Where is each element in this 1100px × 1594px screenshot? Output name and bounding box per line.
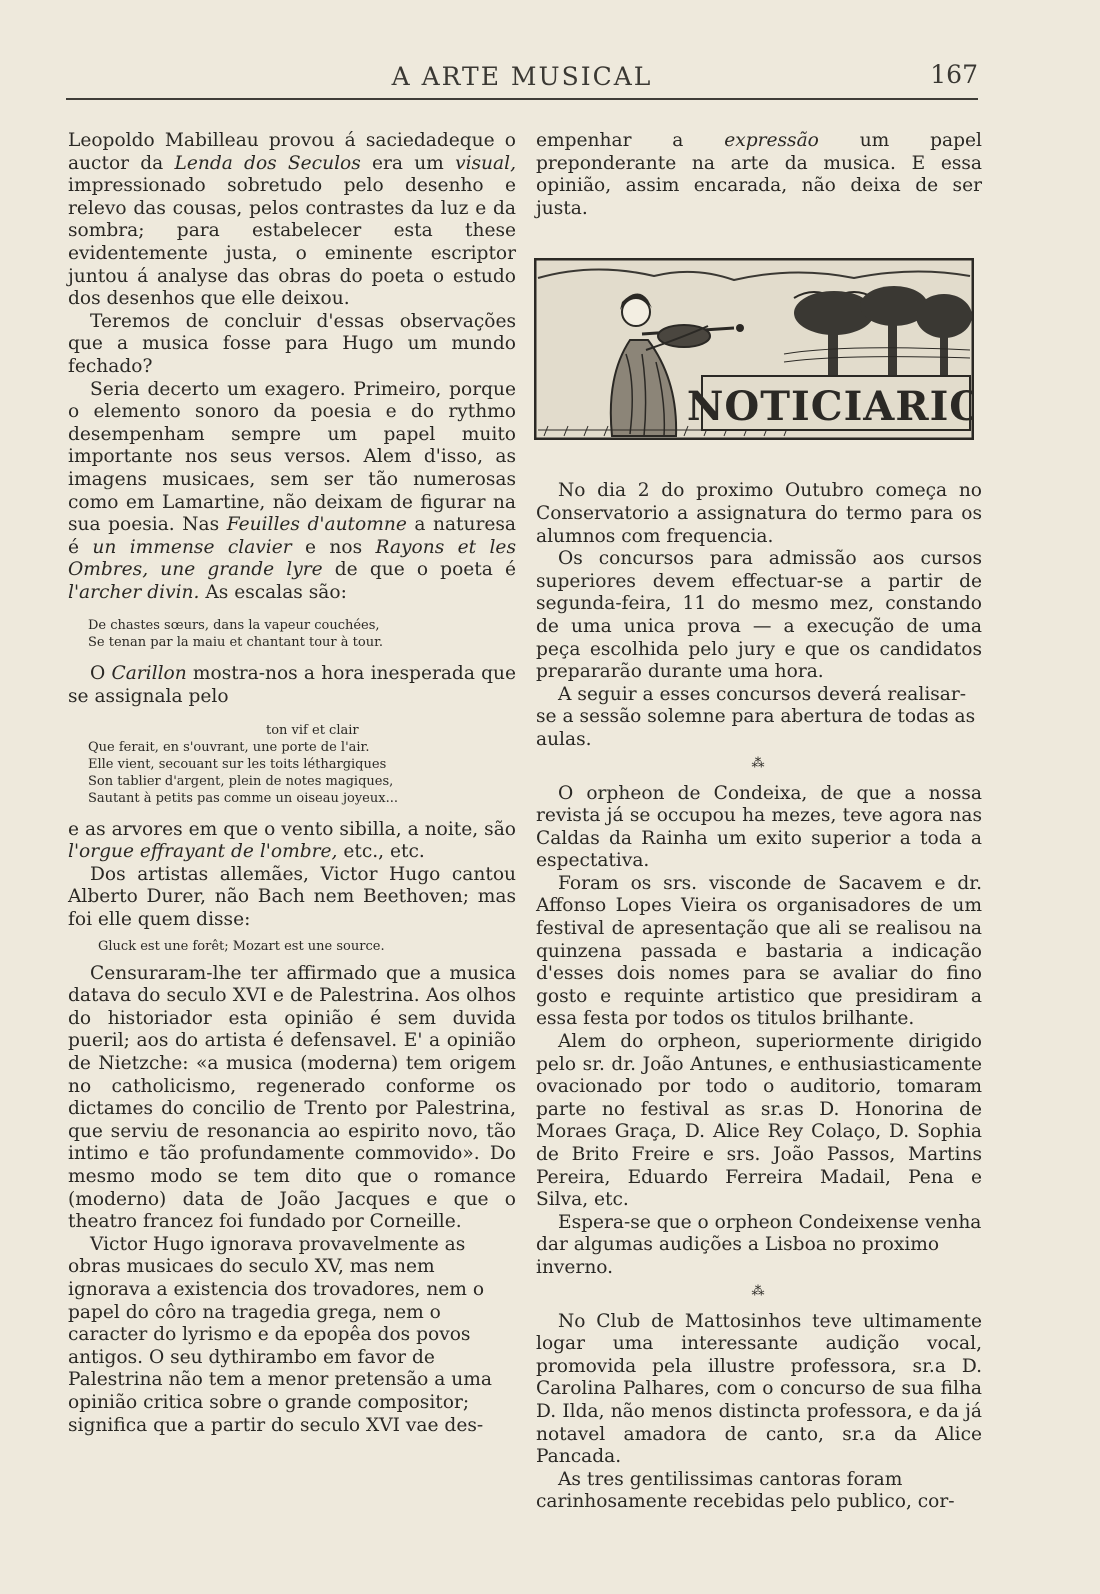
paragraph: Foram os srs. visconde de Sacavem e dr. Affonso Lopes Vieira os organisadores de um festival de apresentação que ali se realisou na quinzena passada e bastaria a indicação d'esses dois nomes para se avaliar do fino gosto e requinte artistico que presidiram a essa festa por todos os titulos brilhante.: [536, 872, 982, 1030]
header-rule: [66, 98, 978, 100]
noticiario-illustration: [534, 258, 974, 440]
paragraph: e as arvores em que o vento sibilla, a noite, são l'orgue effrayant de l'ombre, etc., etc.: [68, 818, 516, 863]
running-title: A ARTE MUSICAL: [391, 62, 653, 91]
page-header: [66, 56, 978, 100]
verse-line: Elle vient, secouant sur les toits léthargiques: [88, 756, 387, 772]
verse-line: ton vif et clair: [266, 722, 359, 738]
paragraph: Dos artistas allemães, Victor Hugo cantou Alberto Durer, não Bach nem Beethoven; mas foi elle quem disse:: [68, 863, 516, 931]
paragraph: Teremos de concluir d'essas observações que a musica fosse para Hugo um mundo fechado?: [68, 310, 516, 377]
paragraph: empenhar a expressão um papel preponderante na arte da musica. E essa opinião, assim encarada, não deixa de ser justa.: [536, 130, 982, 219]
verse-line: Gluck est une forêt; Mozart est une source.: [98, 938, 385, 954]
paragraph: Alem do orpheon, superiormente dirigido pelo sr. dr. João Antunes, e enthusiasticamente ovacionado por todo o auditorio, tomaram parte no festival as sr.as D. Honorina de Moraes Graça, D. Alice Rey Colaço, D. Sophia de Brito Freire e srs. João Passos, Martins Pereira, Eduardo Ferreira Madail, Pena e Silva, etc.: [536, 1031, 982, 1211]
verse-line: Que ferait, en s'ouvrant, une porte de l'air.: [88, 739, 370, 755]
paragraph: Seria decerto um exagero. Primeiro, porque o elemento sonoro da poesia e do rythmo desempenham sempre um papel muito importante nos seus versos. Alem d'isso, as imagens musicaes, sem ser tão numerosas como em Lamartine, não deixam de figurar na sua poesia. Nas Feuilles d'automne a naturesa é un immense clavier e nos Rayons et les Ombres, une grande lyre de que o poeta é l'archer divin. As escalas são:: [68, 378, 517, 603]
verse-line: Son tablier d'argent, plein de notes magiques,: [88, 773, 394, 789]
verse-quote: [88, 722, 516, 807]
paragraph: Censuraram-lhe ter affirmado que a musica datava do seculo XVI e de Palestrina. Aos olhos do historiador esta opinião é sem duvida pueril; aos do artista é defensavel. E' a opinião de Nietzche: «a musica (moderna) tem origem no catholicismo, regenerado conforme os dictames do concilio de Trento por Palestrina, que serviu de resonancia ao espirito novo, tão intimo e tão profundamente commovido». Do mesmo modo se tem dito que o romance (moderno) data de João Jacques e que o theatro francez foi fundado por Corneille.: [68, 962, 516, 1233]
section-separator: ⁂: [751, 755, 767, 771]
paragraph: No dia 2 do proximo Outubro começa no Conservatorio a assignatura do termo para os alumnos com frequencia.: [536, 480, 982, 547]
verse-line: Sautant à petits pas comme un oiseau joyeux...: [88, 790, 398, 806]
noticiario-engraving: [534, 258, 974, 440]
paragraph: Espera-se que o orpheon Condeixense venha dar algumas audições a Lisboa no proximo inverno.: [536, 1211, 982, 1278]
left-column: [68, 130, 516, 1437]
paragraph: Os concursos para admissão aos cursos superiores devem effectuar-se a partir de segunda-feira, 11 do mesmo mez, constando de uma unica prova — a execução de uma peça escolhida pelo jury e que os candidatos prepararão durante uma hora.: [536, 548, 982, 683]
verse-line: Se tenan par la maiu et chantant tour à tour.: [88, 635, 384, 651]
right-column: [536, 130, 982, 1514]
verse-quote: [98, 938, 516, 955]
paragraph: Victor Hugo ignorava provavelmente as obras musicaes do seculo XV, mas nem ignorava a existencia dos trovadores, nem o papel do côro na tragedia grega, nem o caracter do lyrismo e da epopêa dos povos antigos. O seu dythirambo em favor de Palestrina não tem a menor pretensão a uma opinião critica sobre o grande compositor; significa que a partir do seculo XVI vae des-: [68, 1233, 492, 1436]
section-separator: ⁂: [751, 1283, 767, 1299]
paragraph: A seguir a esses concursos deverá realisar-se a sessão solemne para abertura de todas as aulas.: [536, 683, 976, 750]
verse-line: De chastes sœurs, dans la vapeur couchées,: [88, 618, 380, 634]
paragraph: As tres gentilissimas cantoras foram carinhosamente recebidas pelo publico, cor-: [536, 1468, 955, 1513]
paragraph: O orpheon de Condeixa, de que a nossa revista já se occupou ha mezes, teve agora nas Caldas da Rainha um exito superior a toda a espectativa.: [536, 782, 982, 872]
paragraph: Leopoldo Mabilleau provou á saciedadeque o auctor da Lenda dos Seculos era um visual, impressionado sobretudo pelo desenho e relevo das cousas, pelos contrastes da luz e da sombra; para estabelecer esta these evidentemente justa, o eminente escriptor juntou á analyse das obras do poeta o estudo dos desenhos que elle deixou.: [68, 130, 516, 310]
verse-quote: [88, 617, 516, 651]
noticiario-title: NOTICIARIO: [686, 383, 974, 431]
paragraph: No Club de Mattosinhos teve ultimamente logar uma interessante audição vocal, promovida pela illustre professora, sr.a D. Carolina Palhares, com o concurso de sua filha D. Ilda, não menos distincta professora, e da já notavel amadora de canto, sr.a da Alice Pancada.: [536, 1310, 982, 1468]
page-number: 167: [930, 60, 978, 89]
paragraph: O Carillon mostra-nos a hora inesperada que se assignala pelo: [68, 663, 517, 708]
